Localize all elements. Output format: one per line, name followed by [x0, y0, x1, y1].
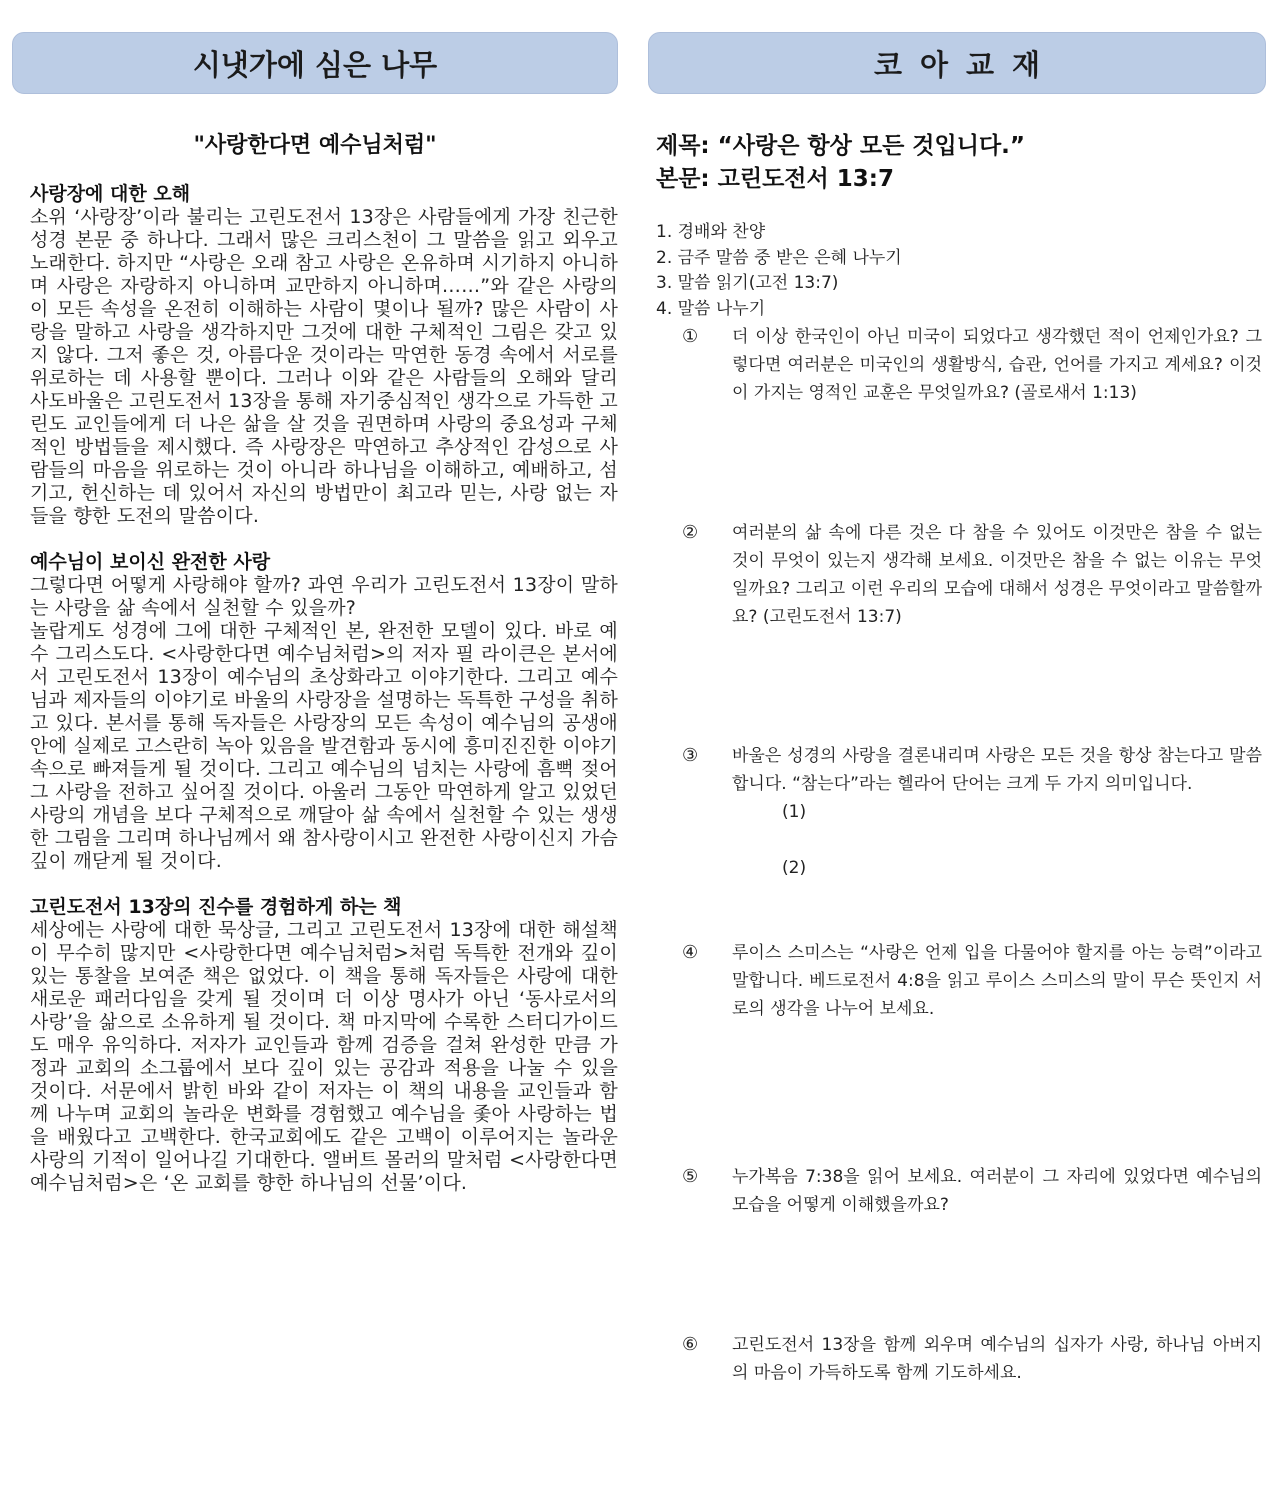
- question-number: ⑥: [682, 1334, 699, 1355]
- question-item: [682, 1163, 1262, 1219]
- right-banner: [648, 32, 1266, 94]
- order-item: 3. 말씀 읽기(고전 13:7): [656, 273, 839, 293]
- question-text: 고린도전서 13장을 함께 외우며 예수님의 십자가 사랑, 하나님 아버지의 마음이 가득하도록 함께 기도하세요.: [732, 1335, 1262, 1383]
- order-item: 4. 말씀 나누기: [656, 298, 766, 319]
- question-item: [682, 939, 1262, 1023]
- section-body: 세상에는 사랑에 대한 묵상글, 그리고 고린도전서 13장에 대한 해설책이 무수히 많지만 <사랑한다면 예수님처럼>처럼 독특한 전개와 깊이 있는 통찰을 보여준 책은 없었다. 이 책을 통해 독자들은 사랑에 대한 새로운 패러다임을 갖게 될 것이며 더 이상 명사가 아닌 ‘동사로서의 사랑’을 삶으로 소유하게 될 것이다. 책 마지막에 수록한 스터디가이드도 매우 유익하다. 저자가 교인들과 함께 검증을 걸쳐 완성한 만큼 가정과 교회의 소그룹에서 보다 깊이 있는 공감과 적용을 나눌 수 있을 것이다. 서문에서 밝힌 바와 같이 저자는 이 책의 내용을 교인들과 함께 나누며 교회의 놀라운 변화를 경험했고 예수님을 좇아 사랑하는 법을 배웠다고 고백한다. 한국교회에도 같은 고백이 이루어지는 놀라운 사랑의 기적이 일어나길 기대한다. 앨버트 몰러의 말처럼 <사랑한다면 예수님처럼>은 ‘온 교회를 향한 하나님의 선물’이다.: [30, 919, 618, 1194]
- right-banner-title: 코아교재: [873, 47, 1059, 82]
- section-body: 소위 ‘사랑장’이라 불리는 고린도전서 13장은 사람들에게 가장 친근한 성경 본문 중 하나다. 그래서 많은 크리스천이 그 말씀을 읽고 외우고 노래한다. 하지만 “사랑은 오래 참고 사랑은 온유하며 시기하지 아니하며 사랑은 자랑하지 아니하며 교만하지 아니하며……”와 같은 사랑의 이 모든 속성을 온전히 이해하는 사람이 몇이나 될까? 많은 사람이 사랑을 말하고 사랑을 생각하지만 그것에 대한 구체적인 그림은 갖고 있지 않다. 그저 좋은 것, 아름다운 것이라는 막연한 동경 속에서 서로를 위로하는 데 사용할 뿐이다. 그러나 이와 같은 사람들의 오해와 달리 사도바울은 고린도전서 13장을 통해 자기중심적인 생각으로 가득한 고린도 교인들에게 더 나은 삶을 살 것을 권면하며 사랑의 중요성과 구체적인 방법들을 제시했다. 즉 사랑장은 막연하고 추상적인 감성으로 사람들의 마음을 위로하는 것이 아니라 하나님을 이해하고, 예배하고, 섬기고, 헌신하는 데 있어서 자신의 방법만이 최고라 믿는, 사랑 없는 자들을 향한 도전의 말씀이다.: [30, 206, 618, 527]
- question-item: [682, 1331, 1262, 1387]
- review-section: [30, 183, 618, 528]
- question-item: [682, 742, 1262, 882]
- order-item: 2. 금주 말씀 중 받은 은혜 나누기: [656, 247, 902, 268]
- book-title: "사랑한다면 예수님처럼": [193, 133, 437, 158]
- review-section: [30, 551, 618, 873]
- question-subpoint: (2): [782, 858, 807, 878]
- book-review-article: [30, 183, 618, 1218]
- section-heading: 사랑장에 대한 오해: [30, 183, 191, 205]
- question-number: ⑤: [682, 1166, 699, 1187]
- question-item: [682, 323, 1262, 407]
- service-order: [656, 220, 902, 322]
- section-body: 그렇다면 어떻게 사랑해야 할까? 과연 우리가 고린도전서 13장이 말하는 사랑을 삶 속에서 실천할 수 있을까?: [30, 574, 618, 619]
- lesson-subject: 제목: “사랑은 항상 모든 것입니다.”: [656, 133, 1026, 159]
- question-text: 더 이상 한국인이 아닌 미국이 되었다고 생각했던 적이 언제인가요? 그렇다면 여러분은 미국인의 생활방식, 습관, 언어를 가지고 계세요? 이것이 가지는 영적인 교훈은 무엇일까요? (골로새서 1:13): [732, 327, 1262, 403]
- question-text: 바울은 성경의 사랑을 결론내리며 사랑은 모든 것을 항상 참는다고 말씀합니다. “참는다”라는 헬라어 단어는 크게 두 가지 의미입니다.: [732, 746, 1262, 794]
- lesson-header: [656, 130, 1025, 196]
- section-body: 놀랍게도 성경에 그에 대한 구체적인 본, 완전한 모델이 있다. 바로 예수 그리스도다. <사랑한다면 예수님처럼>의 저자 필 라이큰은 본서에서 고린도전서 13장이 예수님의 초상화라고 이야기한다. 그리고 예수님과 제자들의 이야기로 바울의 사랑장을 설명하는 독특한 구성을 취하고 있다. 본서를 통해 독자들은 사랑장의 모든 속성이 예수님의 공생애 안에 실제로 고스란히 녹아 있음을 발견함과 동시에 흥미진진한 이야기 속으로 빠져들게 될 것이다. 그리고 예수님의 넘치는 사랑에 흠뻑 젖어 그 사랑을 전하고 싶어질 것이다. 아울러 그동안 막연하게 알고 있었던 사랑의 개념을 보다 구체적으로 깨달아 삶 속에서 실천할 수 있는 생생한 그림을 그리며 하나님께서 왜 참사랑이시고 완전한 사랑이신지 가슴 깊이 깨닫게 될 것이다.: [30, 620, 618, 872]
- order-item: 1. 경배와 찬양: [656, 222, 766, 242]
- question-number: ①: [682, 326, 699, 347]
- question-text: 루이스 스미스는 “사랑은 언제 입을 다물어야 할지를 아는 능력”이라고 말합니다. 베드로전서 4:8을 읽고 루이스 스미스의 말이 무슨 뜻인지 서로의 생각을 나누어 보세요.: [732, 943, 1262, 1019]
- question-number: ③: [682, 745, 699, 766]
- left-banner: [12, 32, 618, 94]
- review-section: [30, 896, 618, 1195]
- lesson-text: 본문: 고린도전서 13:7: [656, 166, 894, 192]
- question-number: ②: [682, 522, 699, 543]
- question-text: 누가복음 7:38을 읽어 보세요. 여러분이 그 자리에 있었다면 예수님의 모습을 어떻게 이해했을까요?: [732, 1167, 1262, 1215]
- section-heading: 예수님이 보이신 완전한 사랑: [30, 551, 271, 573]
- question-item: [682, 519, 1262, 631]
- left-banner-title: 시냇가에 심은 나무: [192, 47, 438, 82]
- question-number: ④: [682, 942, 699, 963]
- section-heading: 고린도전서 13장의 진수를 경험하게 하는 책: [30, 896, 402, 918]
- question-text: 여러분의 삶 속에 다른 것은 다 참을 수 있어도 이것만은 참을 수 없는 것이 무엇이 있는지 생각해 보세요. 이것만은 참을 수 없는 이유는 무엇일까요? 그리고 이런 우리의 모습에 대해서 성경은 무엇이라고 말씀할까요? (고린도전서 13:7): [732, 523, 1262, 627]
- question-subpoint: (1): [782, 802, 807, 822]
